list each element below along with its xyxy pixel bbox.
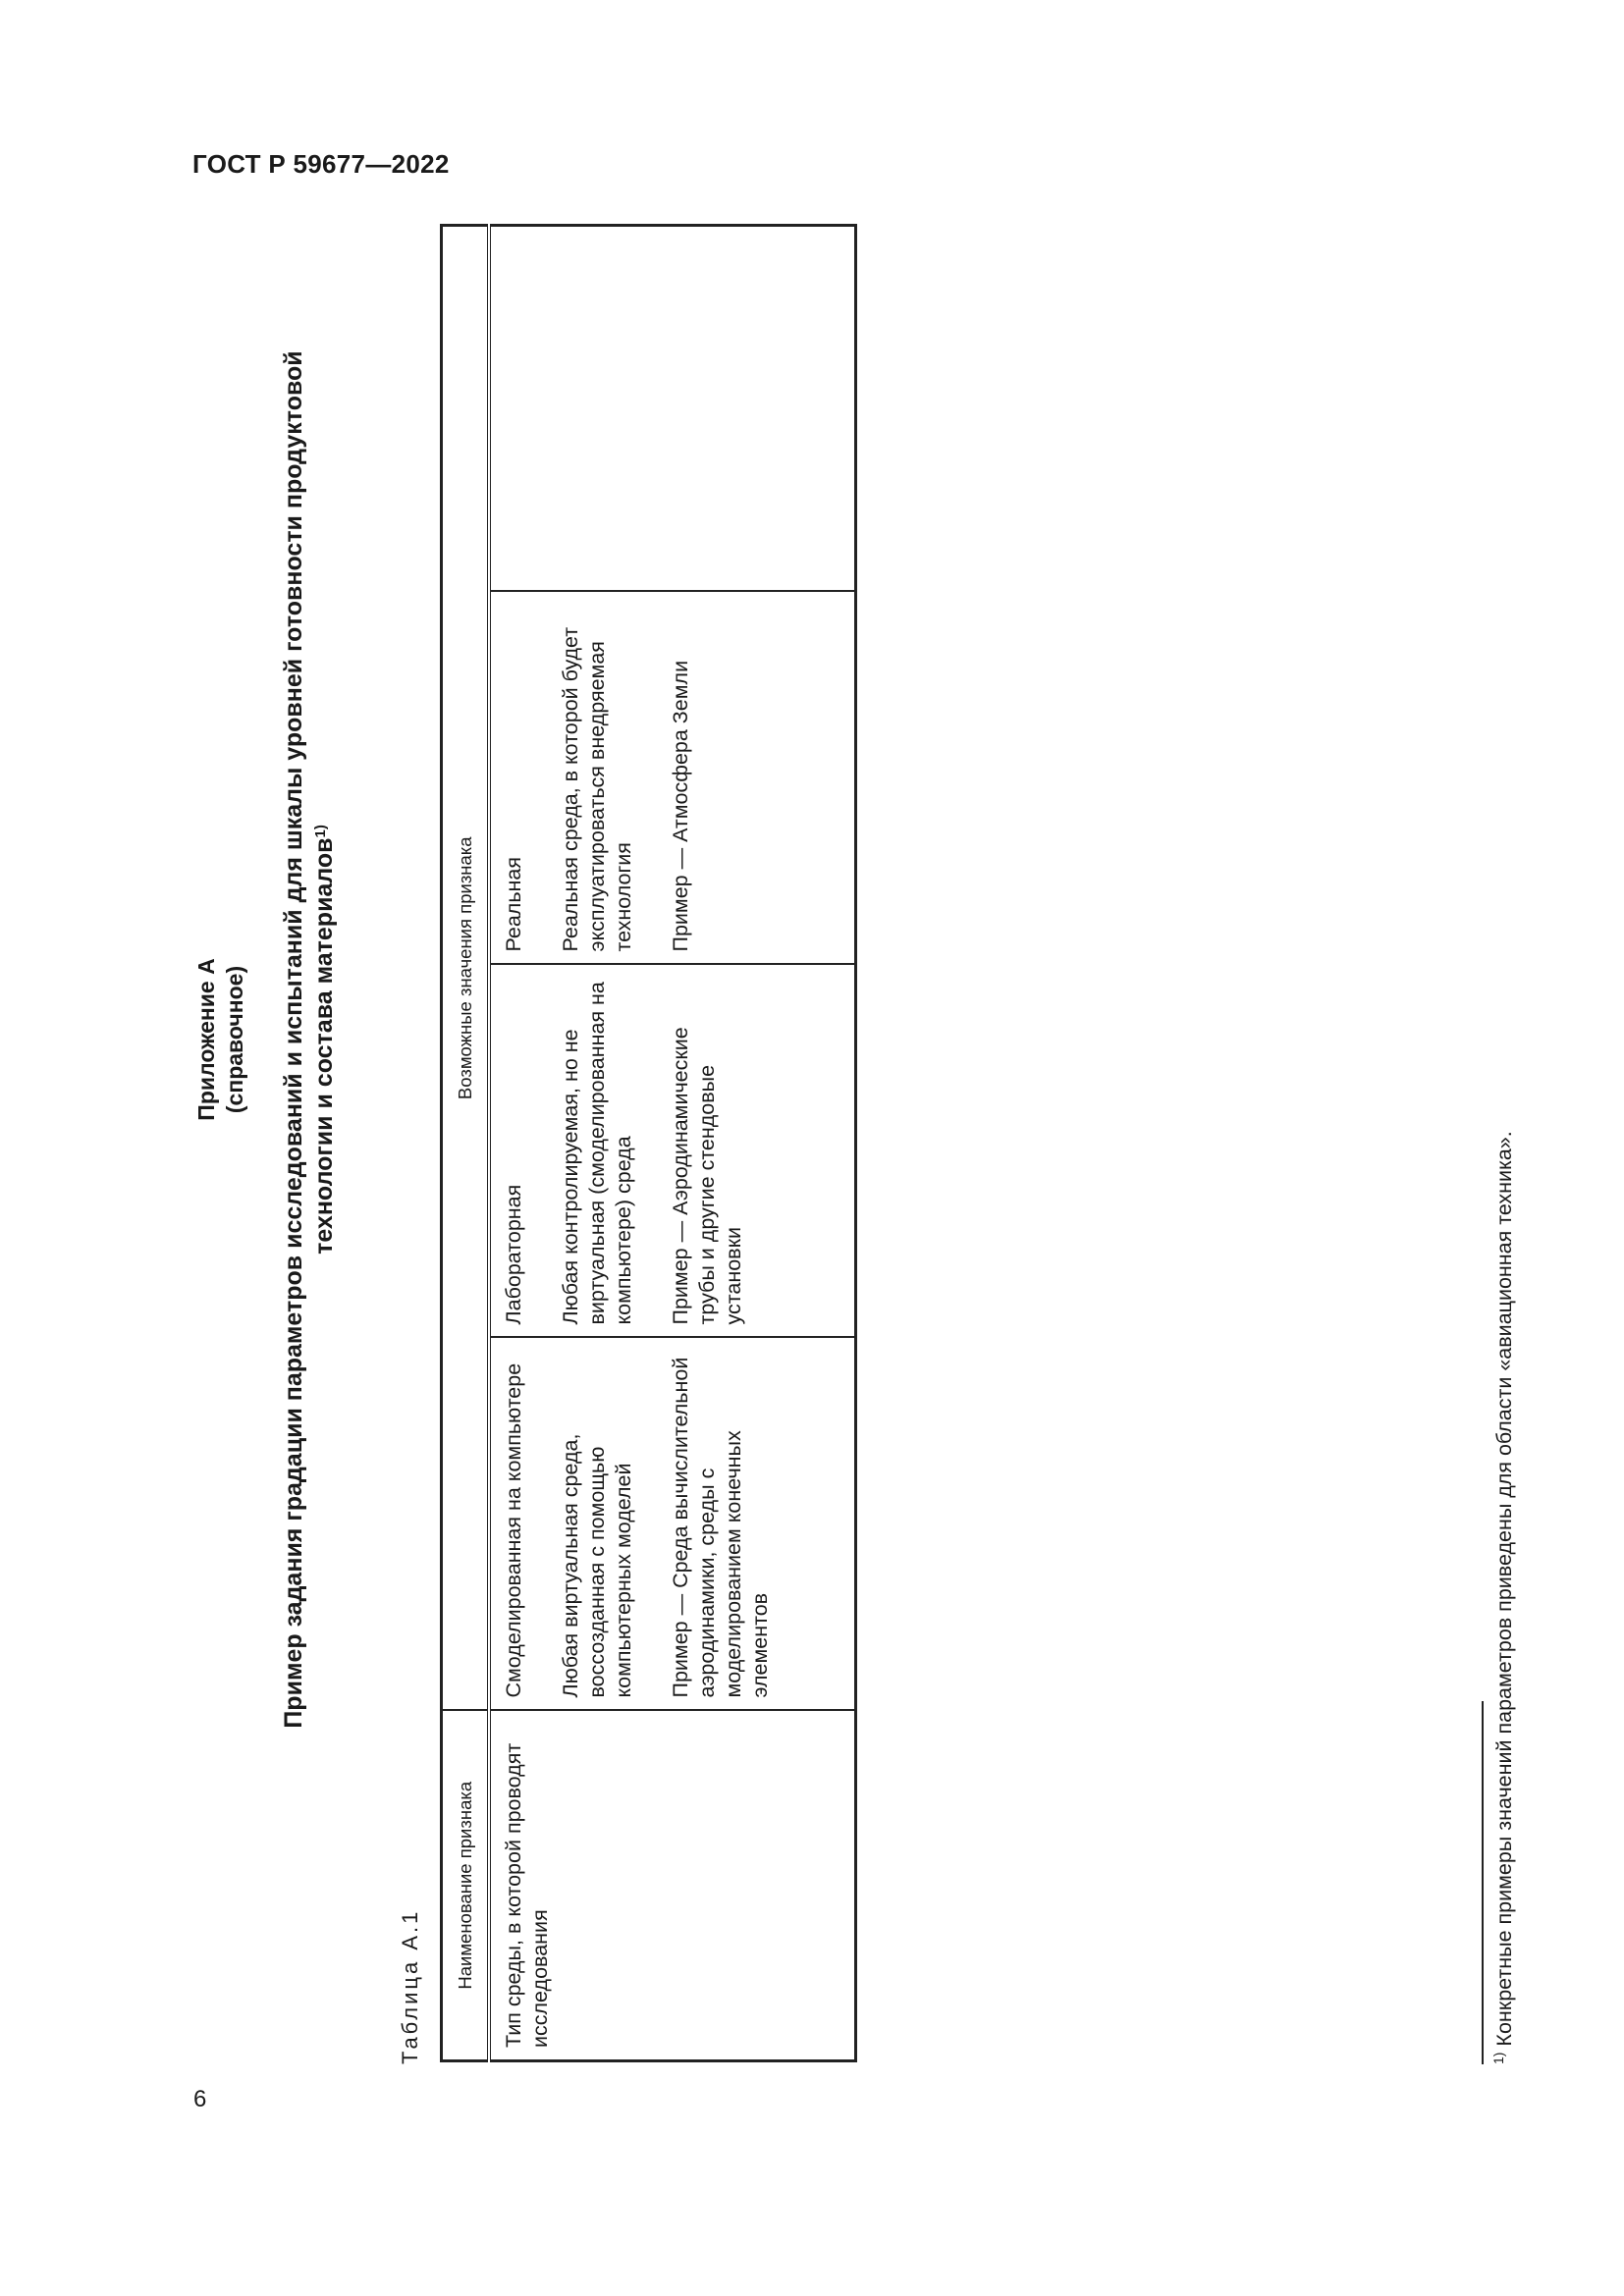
- table-caption: Таблица А.1: [398, 1908, 422, 2064]
- value-title: Реальная: [502, 856, 525, 952]
- main-title-line-2-text: технологии и состава материалов: [310, 837, 338, 1255]
- value-example: Пример — Аэродинамические трубы и другие стендовые установки: [669, 1027, 745, 1325]
- value-cell-real: [489, 592, 856, 965]
- main-title: [279, 294, 340, 1786]
- value-description: Любая контролируемая, но не виртуальная (смоделированная на компьютере) среда: [559, 982, 635, 1325]
- parameter-table: [440, 224, 857, 2062]
- footnote-divider: [1482, 1701, 1484, 2064]
- appendix-title: Приложение А: [193, 958, 219, 1121]
- standard-id: ГОСТ Р 59677—2022: [192, 149, 450, 179]
- table-row: [489, 225, 856, 2060]
- title-footnote-mark: 1): [312, 825, 329, 838]
- value-example: Пример — Среда вычислительной аэродинамики, среды с моделированием конечных элементов: [669, 1357, 772, 1698]
- footnote: [1492, 1131, 1517, 2064]
- header-possible-values: Возможные значения признака: [442, 225, 490, 1710]
- main-title-line-1: Пример задания градации параметров исследований и испытаний для шкалы уровней готовности продуктовой: [280, 350, 307, 1729]
- value-cell-computer: [489, 1338, 856, 1711]
- value-title: Лабораторная: [502, 1184, 525, 1325]
- value-title: Смоделированная на компьютере: [502, 1362, 525, 1698]
- value-example: Пример — Атмосфера Земли: [669, 660, 692, 952]
- header-feature-name: Наименование признака: [442, 1711, 490, 2061]
- value-cell-laboratory: [489, 965, 856, 1338]
- page-number: 6: [193, 2086, 207, 2112]
- value-description: Любая виртуальная среда, воссозданная с помощью компьютерных моделей: [559, 1433, 635, 1698]
- table-header-row: [442, 225, 490, 2060]
- footnote-mark: 1): [1490, 2052, 1506, 2064]
- value-description: Реальная среда, в которой будет эксплуатироваться внедряемая технология: [559, 626, 635, 952]
- appendix-subtitle: (справочное): [222, 965, 247, 1114]
- appendix-heading: [192, 372, 249, 1707]
- value-cell-empty: [489, 225, 856, 591]
- feature-name-cell: Тип среды, в которой проводят исследования: [489, 1711, 856, 2061]
- footnote-text: Конкретные примеры значений параметров приведены для области «авиационная техника».: [1492, 1131, 1516, 2047]
- main-title-line-2: [309, 294, 340, 1786]
